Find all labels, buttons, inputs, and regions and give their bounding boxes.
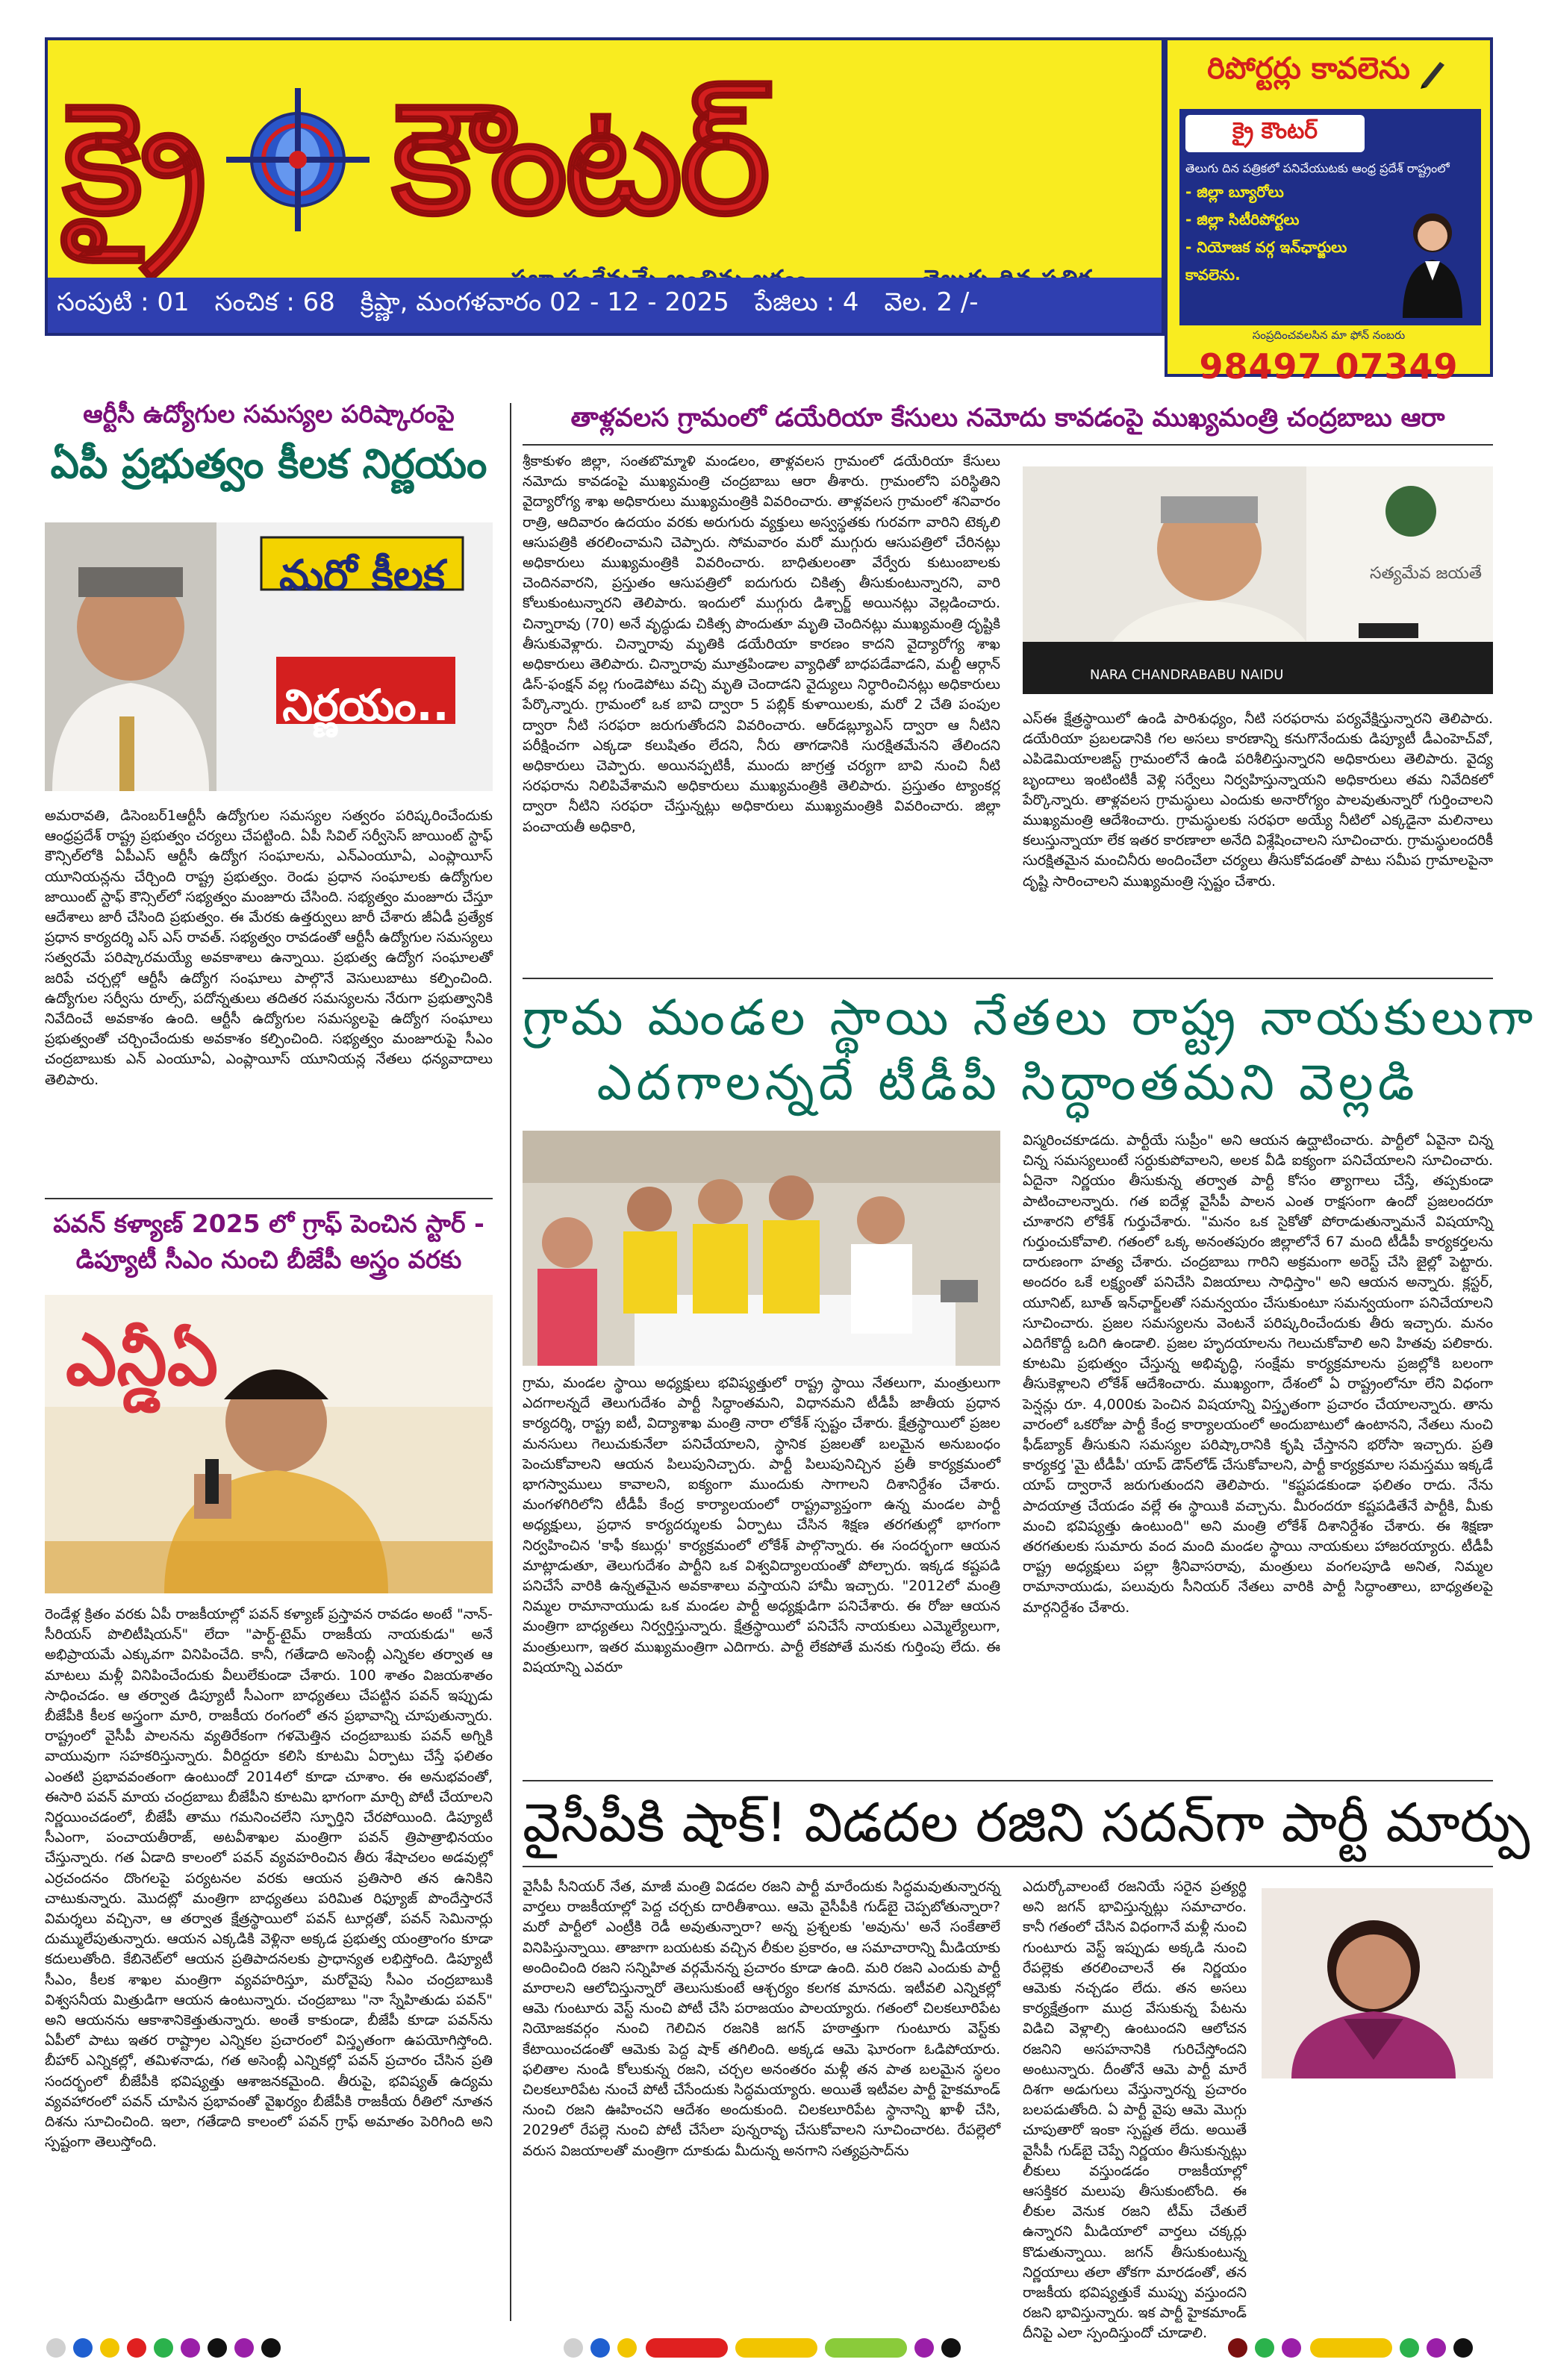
footer-dot	[590, 2338, 610, 2358]
art5-photo	[1262, 1888, 1493, 2078]
art3-body-left: గ్రామ, మండల స్థాయి అధ్యక్షులు భవిష్యత్తులో రాష్ట్ర స్థాయి నేతలుగా, మంత్రులుగా ఎదగాలన్నదే తెలుగుదేశం పార్టీ సిద్ధాంతమని, విధానమని టీడీపీ జాతీయ ప్రధాన కార్యదర్శి, రాష్ట్ర ఐటీ, విద్యాశాఖ మంత్రి నారా లోకేశ్ స్పష్టం చేశారు. క్షేత్రస్థాయిలో ప్రజల మనసులు గెలుచుకునేలా పనిచేయాలని, స్థానిక ప్రజలతో బలమైన అనుబంధం పెంచుకోవాలని ఆయన పిలుపునిచ్చారు. పార్టీ పిలుపునిచ్చిన ప్రతీ కార్యక్రమంలో భాగస్వాములు కావాలని, ఐక్యంగా ముందుకు సాగాలని దిశానిర్దేశం చేశారు. మంగళగిరిలోని టీడీపీ కేంద్ర కార్యాలయంలో రాష్ట్రవ్యాప్తంగా ఉన్న మండల పార్టీ అధ్యక్షులు, ప్రధాన కార్యదర్శులకు ఏర్పాటు చేసిన శిక్షణ తరగతుల్లో భాగంగా నిర్వహించిన 'కాఫీ కబుర్లు' కార్యక్రమంలో లోకేశ్ పాల్గొన్నారు. ఈ సందర్భంగా ఆయన మాట్లాడుతూ, తెలుగుదేశం పార్టీని ఒక విశ్వవిద్యాలయంతో పోల్చారు. ఇక్కడ కష్టపడి పనిచేసే వారికి ఉన్నతమైన అవకాశాలు వస్తాయని హామీ ఇచ్చారు. "2012లో మంత్రి నిమ్మల రామానాయుడు ఒక మండల పార్టీ అధ్యక్షుడిగా పనిచేశారు. ఈ రోజు ఆయన మంత్రిగా బాధ్యతలు నిర్వర్తిస్తున్నారు. క్షేత్రస్థాయిలో పనిచేసే నాయకులు ఎమ్మెల్యేలుగా, మంత్రులుగా, ఇతర ముఖ్యమంత్రిగా ఎదిగారు. పార్టీ లేకపోతే మనకు గుర్తింపు లేదు. ఈ విషయాన్ని ఎవరూ	[523, 1375, 1000, 1675]
newspaper-logo	[63, 48, 767, 272]
left-section-rule	[45, 1198, 493, 1199]
pen-icon	[1418, 56, 1450, 89]
footer-dot	[1255, 2338, 1274, 2358]
footer-dot	[261, 2338, 281, 2358]
ad-item: - జిల్లా బ్యూరోలు	[1185, 182, 1284, 201]
art2-kicker: తాళ్లవలస గ్రామంలో డయేరియా కేసులు నమోదు కావడంపై ముఖ్యమంత్రి చంద్రబాబు ఆరా	[570, 403, 1445, 433]
issue-volume: సంపుటి : 01	[57, 287, 190, 317]
footer-dot	[617, 2338, 637, 2358]
art5-headline: వైసీపీకి షాక్! విడదల రజిని సదన్‌గా పార్టీ మార్పు	[523, 1791, 1530, 1854]
footer-dot	[914, 2338, 934, 2358]
footer-dot	[1228, 2338, 1247, 2358]
footer-dot	[1453, 2338, 1473, 2358]
logo-word-right: కౌంటర్	[392, 70, 768, 249]
footer-bar	[825, 2338, 907, 2358]
art4-photo-graphic	[45, 1295, 493, 1593]
art3-photo-graphic	[523, 1131, 1000, 1366]
art1-photo-graphic	[45, 522, 493, 791]
art5-rule	[523, 1866, 1493, 1867]
footer-bar	[646, 2338, 728, 2358]
woman-portrait-icon	[1391, 206, 1474, 318]
ad-logo: క్రై కౌంటర్	[1185, 115, 1365, 152]
art1-kicker: ఆర్టీసీ ఉద్యోగుల సమస్యల పరిష్కారంపై	[83, 399, 455, 428]
art4-body: రెండేళ్ల క్రితం వరకు ఏపీ రాజకీయాల్లో పవన్ కళ్యాణ్ ప్రస్తావన రావడం అంటే "నాన్-సీరియస్ పొలిటీషియన్" లేదా "పార్ట్-టైమ్ రాజకీయ నాయకుడు" అనే అభిప్రాయమే ఎక్కువగా వినిపించేది. కానీ, గతేడాది అసెంబ్లీ ఎన్నికల తర్వాత ఆ మాటలు మళ్లీ వినిపించేందుకు వీలులేకుండా చేశారు. 100 శాతం విజయశాతం సాధించడం. ఆ తర్వాత డిప్యూటీ సీఎంగా బాధ్యతలు చేపట్టిన పవన్ ఇప్పుడు బీజేపీకి కీలక అస్త్రంగా మారి, రాజకీయ రంగంలో తన ప్రభావాన్ని చూపుతున్నారు. రాష్ట్రంలో వైసీపీ పాలనను వ్యతిరేకంగా గళమెత్తిన చంద్రబాబుకు పవన్ అగ్నికి వాయువుగా సహకరిస్తున్నారు. వీరిద్దరూ కలిసి కూటమి ఏర్పాటు చేస్తే ఫలితం ఎంతటి ప్రభావవంతంగా ఉంటుందో 2014లో కూడా చూశాం. ఈ అనుభవంతో, ఈసారి పవన్ మాయ చంద్రబాబు బీజేపీని కూటమి భాగంగా మార్చి పోటీ చేయాలని నిర్ణయించడంలో, బీజేపీ తాము గమనించలేని స్ఫూర్తిని చేరపోయింది. డిప్యూటీ సీఎంగా, పంచాయతీరాజ్, అటవీశాఖల మంత్రిగా పవన్ త్రిపాత్రాభినయం చేస్తున్నారు. గత ఏడాది కాలంలో పవన్ వ్యవహరించిన తీరు శేషాచలం అడవుల్లో ఎర్రచందనం దొంగలపై పర్యటనల వరకు ఆయన ప్రతిసారి తన ఉనికిని చాటుకున్నారు. మొదట్లో మంత్రిగా బాధ్యతలు పరిమిత రిఫ్యూజ్ పొందేస్తారనే విమర్శలు వచ్చినా, ఆ తర్వాత క్షేత్రస్థాయిలో పవన్ టూర్లతో, పవన్ సెమినార్లు దుమ్ములేపుతున్నారు. ఆయన ఎక్కడికి వెళ్లినా అక్కడ ప్రభుత్వ యంత్రాంగం కూడా కదులుతోంది. కేబినెట్‌లో ఆయన ప్రతిపాదనలకు ప్రాధాన్యత లభిస్తోంది. డిప్యూటీ సీఎం, కీలక శాఖల మంత్రిగా వ్యవహరిస్తూ, మరోవైపు సీఎం చంద్రబాబుకి విశ్వసనీయ మిత్రుడిగా ఆయన ఉంటున్నారు. చంద్రబాబు "నా స్నేహితుడు పవన్" అని ఆయనను ఆకాశానికెత్తుతున్నారు. అంతే కాకుండా, బీజేపీ కూడా పవన్‌ను ఏపీలో పాటు ఇతర రాష్ట్రాల ఎన్నికల ప్రచారంలో విస్తృతంగా ఉపయోగిస్తోంది. బీహార్ ఎన్నికల్లో, తమిళనాడు, గత అసెంబ్లీ ఎన్నికల్లో పవన్ ప్రచారం చేసిన ప్రతి సందర్భంలో బీజేపీకి భవిష్యత్తు ఆశాజనకమైంది. తీరుపై, భవిష్యత్ ఉద్యమ వ్యవహారంలో పవన్ చూపిన ప్రభావంతో వైఖర్యం బీజేపీకి రాజకీయ రీతిలో నూతన దిశను సూచించింది. ఇలా, గతేడాది కాలంలో పవన్ గ్రాఫ్ అమాతం పెరిగింది అని స్పష్టంగా తెలుస్తోంది.	[45, 1606, 493, 2151]
issue-price: వెల. 2 /-	[884, 287, 979, 317]
footer-dot	[100, 2338, 119, 2358]
footer-dot	[73, 2338, 93, 2358]
art2-nameplate: NARA CHANDRABABU NAIDU	[1090, 667, 1284, 683]
footer-dot	[1282, 2338, 1301, 2358]
art2-emblem-text: సత్యమేవ జయతే	[1370, 564, 1482, 583]
art3-headline-line2: ఎదగాలన్నదే టీడీపీ సిద్ధాంతమని వెల్లడి	[596, 1054, 1419, 1111]
art1-photo-line1: మరో కీలక	[279, 552, 445, 600]
art5-body-left: వైసీపీ సీనియర్ నేత, మాజీ మంత్రి విడదల రజని పార్టీ మారేందుకు సిద్ధమవుతున్నారన్న వార్తలు రాజకీయాల్లో పెద్ద చర్చకు దారితీశాయి. ఆమె వైసీపీకి గుడ్‌బై చెప్పబోతున్నారా? మరో పార్టీలో ఎంట్రీకి రెడీ అవుతున్నారా? అన్న ప్రశ్నలకు 'అవును' అనే సంకేతాలే వినిపిస్తున్నాయి. తాజాగా బయటకు వచ్చిన లీకుల ప్రకారం, ఆ సమాచారాన్ని మీడియాకు అందించింది రజని సన్నిహిత వర్గమేనన్న ప్రచారం కూడా ఉంది. మరి రజని ఎందుకు పార్టీ మారాలని ఆలోచిస్తున్నారో తెలుసుకుంటే ఆశ్చర్యం కలగక మానదు. ఇటీవలి ఎన్నికల్లో ఆమె గుంటూరు వెస్ట్ నుంచి పోటీ చేసి పరాజయం పాలయ్యారు. గతంలో చిలకలూరిపేట నియోజకవర్గం నుంచి గెలిచిన రజనికి జగన్ హఠాత్తుగా గుంటూరు వెస్ట్‌కు కేటాయించడంతో ఆమెకు పెద్ద షాక్ తగిలింది. అక్కడ ఆమె ఘోరంగా ఓడిపోయారు. ఫలితాల నుండి కోలుకున్న రజని, చర్చల అనంతరం మళ్లీ తన పాత బలమైన స్థలం చిలకలూరిపేట నుంచే పోటీ చేసేందుకు సిద్ధమయ్యారు. అయితే ఇటీవల పార్టీ హైకమాండ్ నుంచి రజని ఊహించని ఆదేశం అందుకుంది. చిలకలూరిపేట స్థానాన్ని ఖాళీ చేసి, 2029లో రేపల్లె నుంచి పోటీ చేసేలా పున్నరావృ చేసుకోవాలని సూచించారట. రేపల్లెలో వరుస విజయాలతో మంత్రిగా దూకుడు మీదున్న అనగాని సత్యప్రసాద్‌ను	[523, 1878, 1000, 2159]
art4-kicker: పవన్ కళ్యాణ్ 2025 లో గ్రాఫ్ పెంచిన స్టార్ -	[53, 1209, 484, 1238]
footer-dot	[208, 2338, 227, 2358]
issue-pages: పేజిలు : 4	[754, 287, 859, 317]
masthead	[45, 37, 1165, 336]
footer-dot	[127, 2338, 146, 2358]
art3-photo	[523, 1131, 1000, 1366]
art5-body-right: ఎదుర్కోవాలంటే రజనియే సరైన ప్రత్యర్థి అని జగన్ భావిస్తున్నట్లు సమాచారం. కానీ గతంలో చేసిన విధంగానే మళ్లీ నుంచి గుంటూరు వెస్ట్ ఇప్పుడు అక్కడి నుంచి రేపల్లెకు తరలించాలనే ఈ నిర్ణయం ఆమెకు నచ్చడం లేదు. తన అసలు కార్యక్షేత్రంగా ముద్ర వేసుకున్న పేటను విడిచి వెళ్లాల్సి ఉంటుందని ఆలోచన రజనిని అసహనానికి గురిచేస్తోందని అంటున్నారు. దీంతోనే ఆమె పార్టీ మారే దిశగా అడుగులు వేస్తున్నారన్న ప్రచారం బలపడుతోంది. ఏ పార్టీ వైపు ఆమె మొగ్గు చూపుతారో ఇంకా స్పష్టత లేదు. అయితే వైసీపీ గుడ్‌బై చెప్పే నిర్ణయం తీసుకున్నట్లు లీకులు వస్తుండడం రాజకీయాల్లో ఆసక్తికర మలుపు తీసుకుంటోంది. ఈ లీకుల వెనుక రజని టీమ్ చేతులే ఉన్నారని మీడియాలో వార్తలు చక్కర్లు కొడుతున్నాయి. జగన్ తీసుకుంటున్న నిర్ణయాలు తలా తోకగా మారడంతో, తన రాజకీయ భవిష్యత్తుకే ముప్పు వస్తుందని రజని భావిస్తున్నారు. ఇక పార్టీ హైకమాండ్ దీనిపై ఎలా స్పందిస్తుందో చూడాలి.	[1023, 1878, 1247, 2342]
art5-photo-graphic	[1262, 1888, 1493, 2078]
ad-item: - నియోజక వర్గ ఇన్‌ఛార్జులు	[1185, 237, 1347, 256]
art2-body-right: ఎస్ఈ క్షేత్రస్థాయిలో ఉండి పారిశుధ్యం, నీటి సరఫరాను పర్యవేక్షిస్తున్నారని తెలిపారు. డయేరియా ప్రబలడానికి గల అసలు కారణాన్ని కనుగొనేందుకు డిప్యూటీ డీఎంహెచ్‌వో, ఎపిడెమియాలజిస్ట్ గ్రామంలోనే ఉండి పరిశీలిస్తున్నారని అధికారులు తెలిపారు. వైద్య బృందాలు ఇంటింటికీ వెళ్లి సర్వేలు నిర్వహిస్తున్నాయని అధికారులు తమ నివేదికలో పేర్కొన్నారు. తాళ్లవలస గ్రామస్థులు ఎందుకు అనారోగ్యం పాలవుతున్నారో గుర్తించాలని ముఖ్యమంత్రి ఆదేశించారు. గ్రామస్థులకు సరఫరా అయ్యే నీటిలో ఎక్కడైనా మలినాలు కలుస్తున్నాయా లేక ఇతర కారణాలా అనేది విశ్లేషించాలని సూచించారు. గ్రామస్థులందరికీ సురక్షితమైన మంచినీరు అందించేలా చర్యలు తీసుకోవడంతో పాటు సమీప గ్రామాలపైనా దృష్టి సారించాలని ముఖ్యమంత్రి స్పష్టం చేశారు.	[1023, 710, 1493, 890]
art2-photo-graphic	[1023, 466, 1493, 694]
footer-dot	[181, 2338, 200, 2358]
art3-body-right: విస్మరించకూడదు. పార్టీయే సుప్రీం" అని ఆయన ఉద్ఘాటించారు. పార్టీలో ఏవైనా చిన్న చిన్న సమస్యలుంటే సర్దుకుపోవాలని, అలక వీడి ఐక్యంగా పనిచేయాలని సూచించారు. ఏదైనా నిర్ణయం తీసుకున్న తర్వాత పార్టీ కోసం త్యాగాలు చేస్తే, తప్పకుండా పాటించాలన్నారు. గత ఐదేళ్ల వైసీపీ పాలన ఎంత రాక్షసంగా ఉందో ప్రజలందరూ చూశారని లోకేశ్ గుర్తుచేశారు. "మనం ఒక సైకోతో పోరాడుతున్నామనే విషయాన్ని గుర్తుంచుకోవాలి. గతంలో ఒక్క అనంతపురం జిల్లాలోనే 67 మంది టీడీపీ కార్యకర్తలను దారుణంగా హత్య చేశారు. చంద్రబాబు గారిని అక్రమంగా అరెస్ట్ చేసి జైల్లో పెట్టారు. అందరం ఒకే లక్ష్యంతో పనిచేసి విజయాలు సాధిస్తాం" అని ఆయన అన్నారు. క్లస్టర్, యూనిట్, బూత్ ఇన్‌ఛార్జ్‌లతో సమన్వయం చేసుకుంటూ సమన్వయంగా పనిచేయాలని సూచించారు. ప్రజల సమస్యలను వెంటనే పరిష్కరించేందుకు తీరు ఇచ్చారు. మనం ఎదిగేకొద్దీ ఒదిగి ఉండాలి. ప్రజల హృదయాలను గెలుచుకోవాలి అని హితవు పలికారు. కూటమి ప్రభుత్వం చేస్తున్న అభివృద్ధి, సంక్షేమ కార్యక్రమాలను ప్రజల్లోకి బలంగా తీసుకెళ్లాలని లోకేశ్ ఆదేశించారు. ముఖ్యంగా, దేశంలో ఏ రాష్ట్రంలోనూ లేని విధంగా పెన్షన్లు రూ. 4,000కు పెంచిన విషయాన్ని విస్తృతంగా ప్రచారం చేయాలన్నారు. తాను వారంలో ఒకరోజు పార్టీ కేంద్ర కార్యాలయంలో అందుబాటులో ఉంటానని, నేతలు నుంచి ఫీడ్‌బ్యాక్ తీసుకుని సమస్యల పరిష్కారానికి కృషి చేస్తానని భరోసా ఇచ్చారు. ప్రతి కార్యకర్త 'మై టీడీపీ' యాప్ డౌన్‌లోడ్ చేసుకోవాలని, పార్టీ కార్యక్రమాల సమస్తము ఇక్కడే యాప్ ద్వారానే జరుగుతుందని తెలిపారు. "కష్టపడకుండా ఫలితం రాదు. నేను పాదయాత్ర చేయడం వల్లే ఈ స్థాయికి వచ్చాను. మీరందరూ కష్టపడితేనే పార్టీకి, మీకు మంచి భవిష్యత్తు ఉంటుంది" అని మంత్రి లోకేశ్ దిశానిర్దేశం చేశారు. ఈ శిక్షణా తరగతులకు సుమారు వంద మంది మండల స్థాయి నాయకులు హాజరయ్యారు. టీడీపీ రాష్ట్ర అధ్యక్షులు పల్లా శ్రీనివాసరావు, మంత్రులు వంగలపూడి అనిత, నిమ్మల రామానాయుడు, పలువురు సీనియర్ నేతలు వారికి పార్టీ సిద్ధాంతాలు, బాధ్యతలపై మార్గనిర్దేశం చేశారు.	[1023, 1132, 1493, 1616]
art1-headline: ఏపీ ప్రభుత్వం కీలక నిర్ణయం	[50, 440, 487, 487]
ad-contact-label: సంప్రదించవలసిన మా ఫోన్ నంబరు	[1252, 328, 1406, 342]
art4-photo-banner: ఎన్డీఏ	[66, 1318, 218, 1402]
art2-photo	[1023, 466, 1493, 694]
section-rule	[523, 978, 1493, 979]
ad-item: - జిల్లా సిటీరిపోర్టలు	[1185, 210, 1300, 228]
crosshair-globe-icon	[223, 85, 372, 234]
art5-body-right-top	[1023, 1877, 1247, 2342]
art4-headline: డిప్యూటీ సీఎం నుంచి బీజేపీ అస్త్రం వరకు	[75, 1245, 462, 1274]
art4-photo	[45, 1295, 493, 1593]
reporters-wanted-ad	[1165, 37, 1493, 387]
ad-phone-number: 98497 07349	[1199, 346, 1459, 387]
logo-word-left: క్రై	[63, 70, 205, 249]
footer-dot	[941, 2338, 961, 2358]
issue-number: సంచిక : 68	[214, 287, 335, 317]
ad-title-text: రిపోర్టర్లు కావలెను	[1207, 51, 1410, 86]
footer-dot	[1400, 2338, 1419, 2358]
art2-body-left: శ్రీకాకుళం జిల్లా, సంతబొమ్మాళి మండలం, తాళ్లవలస గ్రామంలో డయేరియా కేసులు నమోదు కావడంపై ముఖ్యమంత్రి చంద్రబాబు ఆరా తీశారు. గ్రామంలోని పరిస్థితిని వైద్యారోగ్య శాఖ అధికారులు ముఖ్యమంత్రికి వివరించారు. తాళ్లవలస గ్రామంలో శనివారం రాత్రి, ఆదివారం ఉదయం వరకు అరుగురు వ్యక్తులు అస్వస్థతకు గురవగా వారిని టెక్కలి ఆసుపత్రికి తరలించామని చెప్పారు. సోమవారం మరో ముగ్గురు ఆసుపత్రిలో చేరినట్లు అధికారులు ముఖ్యమంత్రికి వివరించారు. బాధితులంతా వేర్వేరు కుటుంబాలకు చెందినవారని, ప్రస్తుతం ఆసుపత్రిలో ఐదుగురు చికిత్స తీసుకుంటున్నారని, వారి కోలుకుంటున్నారని తెలిపారు. ఇందులో ముగ్గురు డిశ్చార్జ్ అయినట్లు వెల్లడించారు. చిన్నారావు (70) అనే వృద్ధుడు చికిత్స పొందుతూ మృతి చెందినట్లు ముఖ్యమంత్రి దృష్టికి తీసుకువెళ్లారు. చిన్నారావు మృతికి డయేరియా కారణం కాదని వైద్యారోగ్య శాఖ అధికారులు తెలిపారు. చిన్నారావు మూత్రపిండాల వ్యాధితో బాధపడేవాడని, మల్టీ ఆర్గాన్ డిస్-ఫంక్షన్ వల్ల గుండెపోటు వచ్చి మృతి చెందాడని వైద్యులు నిర్ధారించినట్లు అధికారులు పేర్కొన్నారు. గ్రామంలో ఒక బావి ద్వారా 5 పబ్లిక్ కుళాయిలకు, మరో 2 చేతి పంపుల ద్వారా నీటి సరఫరా జరుగుతోందని వివరించారు. ఆర్‌డబ్ల్యూఎస్ ద్వారా ఆ నీటిని పరీక్షించగా ఎక్కడా కలుషితం లేదని, నీరు తాగడానికి సురక్షితమేనని తేలిందని అధికారులు చెప్పారు. అయినప్పటికీ, ముందు జాగ్రత్త చర్యగా బావి నుంచి నీటి సరఫరాను నిలిపివేశామని అధికారులు ముఖ్యమంత్రికి తెలిపారు. ప్రస్తుతం ట్యాంకర్ల ద్వారా నీటిని సరఫరా చేస్తున్నట్లు అధికారులు ముఖ్యమంత్రికి వివరించారు. జిల్లా పంచాయతీ అధికారి,	[523, 453, 1000, 835]
ad-description: తెలుగు దిన పత్రికలో పనిచేయుటకు ఆంధ్ర ప్రదేశ్ రాష్ట్రంలో	[1185, 161, 1450, 175]
ad-item: కావలెను.	[1185, 265, 1241, 284]
ad-title	[1168, 40, 1490, 104]
issue-date: క్రిష్ణా, మంగళవారం 02 - 12 - 2025	[360, 287, 729, 317]
art1-photo-line2: నిర్ణయం..	[282, 680, 449, 731]
issue-bar	[48, 278, 1162, 333]
column-divider	[510, 403, 511, 2321]
section-rule-2	[523, 1780, 1493, 1781]
footer-color-bar	[0, 2332, 1543, 2362]
footer-dot	[1427, 2338, 1446, 2358]
footer-dot	[564, 2338, 583, 2358]
footer-bar	[735, 2338, 817, 2358]
art1-body: అమరావతి, డిసెంబర్1ఆర్టీసీ ఉద్యోగుల సమస్యల సత్వరం పరిష్కరించేందుకు ఆంధ్రప్రదేశ్ రాష్ట్ర ప్రభుత్వం చర్యలు చేపట్టింది. ఏపీ సివిల్ సర్వీసెస్ జాయింట్ స్టాఫ్ కౌన్సిల్‌లోకి ఏపీఎస్ ఆర్టీసీ ఉద్యోగ సంఘాలను, ఎన్‌ఎంయూఏ, ఎంప్లాయీస్ యూనియన్లను చేర్చింది రాష్ట్ర ప్రభుత్వం. రెండు ప్రధాన సంఘాలకు ఉద్యోగుల జాయింట్ స్టాఫ్ కౌన్సిల్‌లో సభ్యత్వం మంజూరు చేసింది. సభ్యత్వం మంజూరు చేస్తూ ఆదేశాలు జారీ చేసింది ప్రభుత్వం. ఈ మేరకు ఉత్తర్వులు జారీ చేశారు జీఏడీ ప్రత్యేక ప్రధాన కార్యదర్శి ఎస్ ఎస్ రావత్. సభ్యత్వం రావడంతో ఆర్టీసీ ఉద్యోగుల సమస్యలు సత్వరమే పరిష్కారమయ్యే అవకాశాలు ఉన్నాయి. ప్రభుత్వ ఉద్యోగ సంఘాలతో జరిపే చర్చల్లో ఆర్టీసీ ఉద్యోగ సంఘాలు పాల్గొనే వెసులుబాటు కల్పించింది. ఉద్యోగుల సర్వీసు రూల్స్, పదోన్నతులు తదితర సమస్యలను నేరుగా ప్రభుత్వానికి నివేదించే అవకాశం ఉంది. ఆర్టీసీ ఉద్యోగుల సమస్యలపై ఉద్యోగ సంఘాలు ప్రభుత్వంతో చర్చించేందుకు అవకాశం కల్పించింది. సభ్యత్వం మంజూరుపై సీఎం చంద్రబాబుకు ఎన్ ఎంయూఏ, ఎంప్లాయీస్ యూనియన్ల నేతలు ధన్యవాదాలు తెలిపారు.	[45, 808, 493, 1088]
ad-box	[1179, 109, 1481, 325]
footer-dot	[46, 2338, 66, 2358]
art1-photo	[45, 522, 493, 791]
footer-bar	[1310, 2338, 1392, 2358]
art3-headline-line1: గ్రామ మండల స్థాయి నేతలు రాష్ట్ర నాయకులుగా	[523, 989, 1538, 1046]
footer-dot	[154, 2338, 173, 2358]
art2-rule	[523, 444, 1493, 446]
footer-dot	[234, 2338, 254, 2358]
